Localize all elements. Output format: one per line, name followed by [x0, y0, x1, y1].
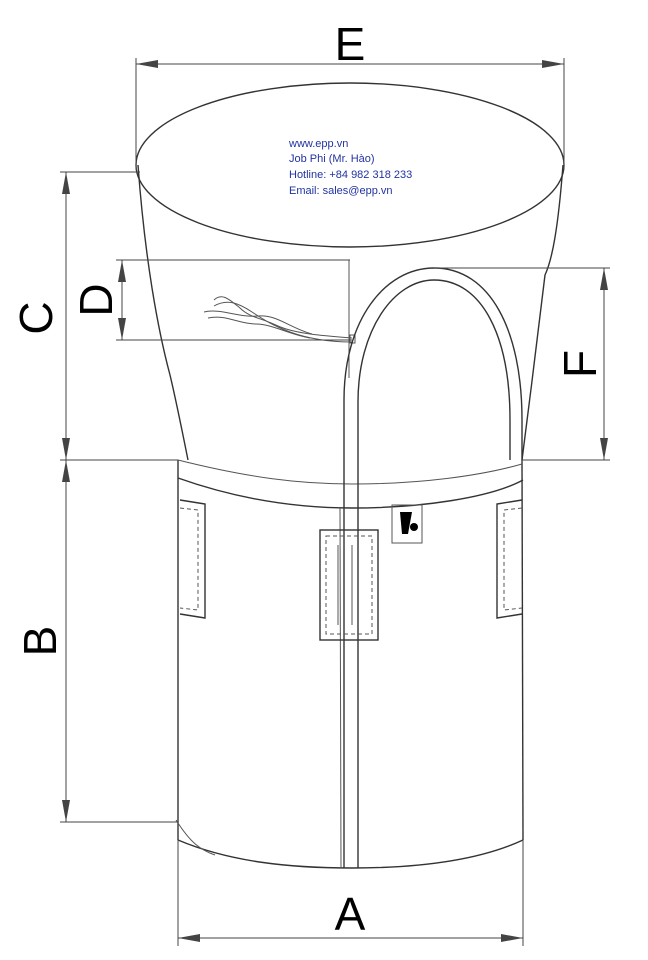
top-edge-front: [178, 478, 523, 508]
product-tag-icon: [392, 505, 422, 543]
document-pocket-right: [497, 500, 522, 618]
document-pocket-front: [320, 530, 378, 640]
dimension-d: [116, 260, 352, 340]
lifting-loop-icon: [344, 268, 522, 868]
contact-hotline: Hotline: +84 982 318 233: [289, 169, 413, 181]
body-crease: [340, 508, 341, 868]
contact-website: www.epp.vn: [289, 138, 349, 150]
document-pocket-left: [180, 500, 205, 618]
dimension-b: [60, 460, 178, 822]
spout-top-opening: [136, 83, 564, 247]
label-d: D: [70, 283, 122, 317]
bag-body: [176, 460, 523, 868]
label-b: B: [14, 625, 66, 657]
contact-email: Email: sales@epp.vn: [289, 185, 393, 197]
label-e: E: [334, 18, 366, 70]
filling-spout: [136, 83, 564, 460]
label-a: A: [334, 888, 366, 940]
top-rim: [178, 460, 522, 484]
tie-string-icon: [204, 297, 355, 343]
contact-info: [288, 138, 412, 197]
contact-name: Job Phi (Mr. Hào): [289, 153, 375, 165]
label-c: C: [10, 301, 62, 335]
bottom-edge: [178, 840, 523, 868]
label-f: F: [554, 349, 606, 379]
